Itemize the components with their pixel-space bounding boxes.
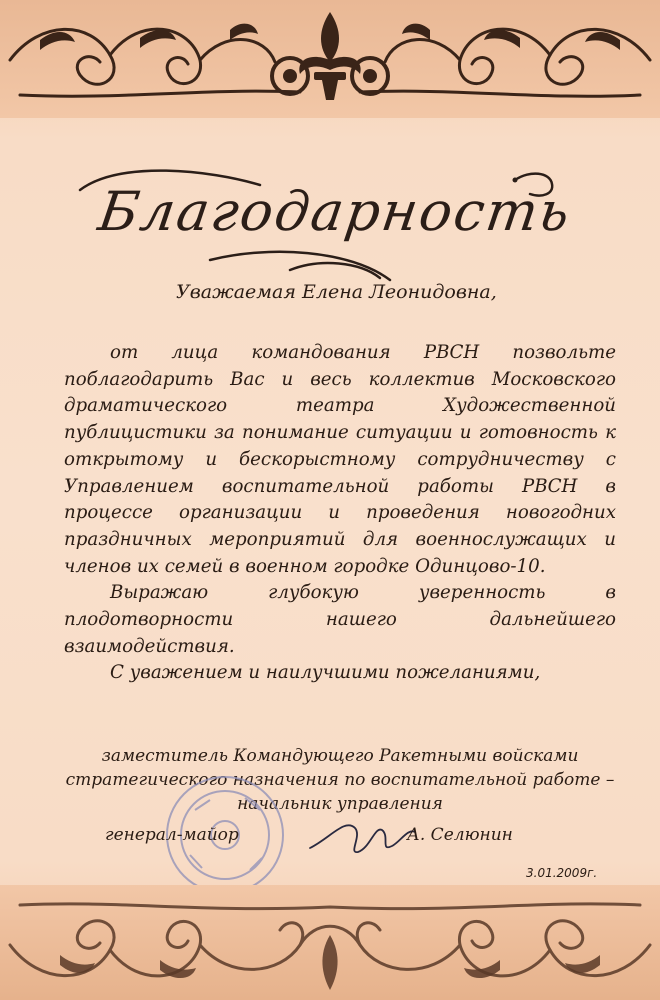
bottom-ornament-icon <box>0 885 660 1000</box>
salutation: Уважаемая Елена Леонидовна, <box>176 281 497 303</box>
document-title: Благодарность <box>94 180 576 243</box>
position-line-3: начальник управления <box>237 794 443 814</box>
top-ornament-icon <box>0 0 660 118</box>
signatory-position <box>60 744 620 816</box>
letter-body <box>64 340 616 687</box>
signature-icon <box>300 808 420 868</box>
position-line-1: заместитель Командующего Ракетными войсками <box>101 746 579 766</box>
signatory-name: А. Селюнин <box>407 825 513 845</box>
paragraph-main: от лица командования РВСН позвольте поблагодарить Вас и весь коллектив Московского драматического театра Художественной публицистики за понимание ситуации и готовность к открытому и бескорыстному сотрудничеству с Управлением воспитательной работы РВСН в процессе организации и проведения новогодних праздничных мероприятий для военнослужащих и членов их семей в военном городке Одинцово-10. <box>64 342 616 577</box>
position-line-2: стратегического назначения по воспитательной работе – <box>65 770 615 790</box>
document-date: 3.01.2009г. <box>526 866 598 880</box>
paragraph-confidence: Выражаю глубокую уверенность в плодотворности нашего дальнейшего взаимодействия. <box>64 582 616 657</box>
signatory-rank: генерал-майор <box>105 825 239 845</box>
paragraph-closing: С уважением и наилучшими пожеланиями, <box>110 662 541 684</box>
